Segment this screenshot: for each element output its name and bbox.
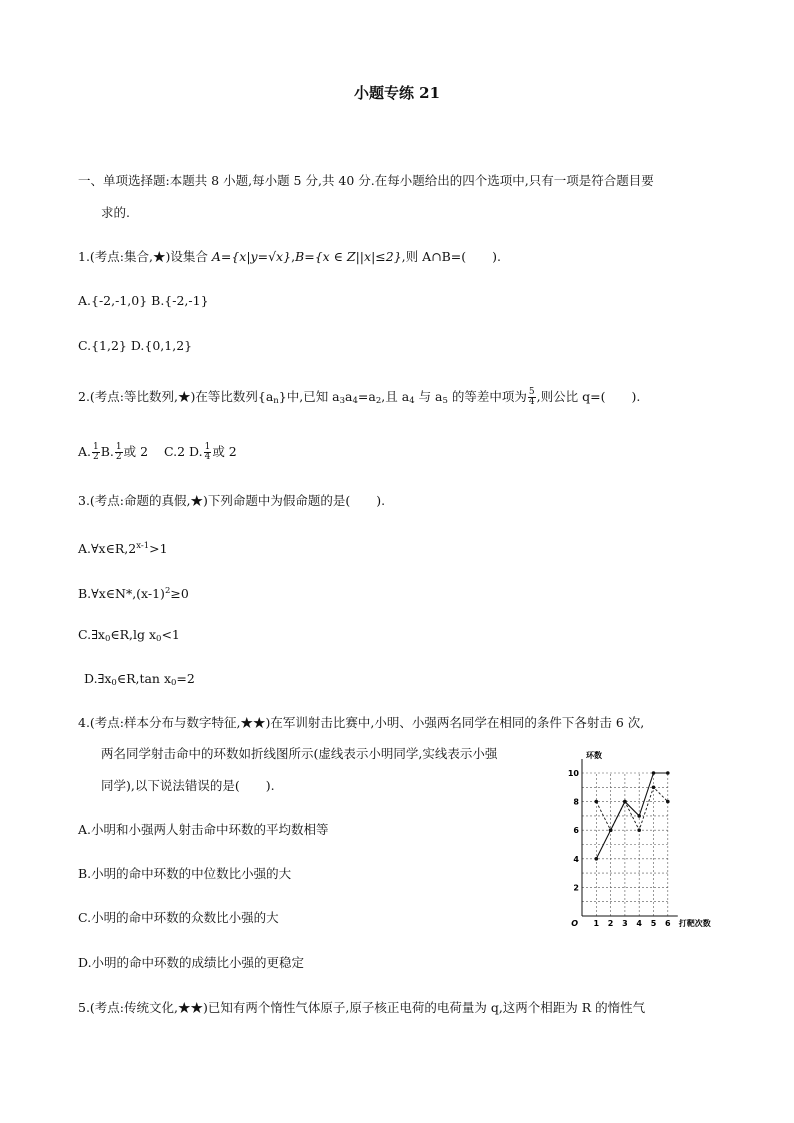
q2-option-a: A. (78, 444, 92, 459)
question-4-line3 (101, 778, 275, 794)
q2-stem-text: 与 a (414, 389, 443, 404)
q3-stem-text: 3.(考点:命题的真假,★)下列命题中为假命题的是( (78, 493, 351, 508)
question-3-option-b (78, 583, 189, 602)
data-point (666, 800, 670, 804)
q2-stem-text: ,则公比 q=( (536, 389, 606, 404)
section-heading-line2: 求的. (101, 205, 130, 220)
q3-option-d-text: ∈R,tan x (116, 671, 171, 686)
q2-subscript: 3 (339, 396, 346, 406)
q3-stem-end: ). (376, 493, 386, 508)
q1-stem-end: ). (492, 249, 502, 264)
q2-option-d-fraction: $\frac{1}{4}$ (204, 442, 211, 462)
question-4-line1: 4.(考点:样本分布与数字特征,★★)在军训射击比赛中,小明、小强两名同学在相同的条件下各射击 6 次, (78, 715, 645, 730)
q1-set-b: B={x ∈ Z||x|≤2} (295, 249, 402, 264)
data-point (609, 828, 613, 832)
q2-stem-text: 2.(考点:等比数列,★)在等比数列{a (78, 389, 274, 404)
q2-option-c: C.2 (164, 444, 186, 459)
x-tick-label: 3 (622, 919, 628, 927)
q1-set-a: A={x|y=√x} (211, 249, 292, 264)
q3-option-c-text: ∈R,lg x (110, 627, 157, 642)
question-5-line1: 5.(考点:传统文化,★★)已知有两个惰性气体原子,原子核正电荷的电荷量为 q,这两个相距为 R 的惰性气 (78, 1000, 646, 1015)
q3-option-a-exponent: x-1 (136, 541, 150, 551)
q2-option-b-tail: 或 2 (123, 444, 149, 459)
x-tick-label: 5 (650, 919, 657, 927)
data-point (595, 800, 599, 804)
q1-stem-text: ,则 A∩B=( (401, 249, 467, 264)
question-2-stem (78, 388, 640, 409)
q3-subscript: 0 (171, 678, 177, 688)
question-4-option-b: B.小明的命中环数的中位数比小强的大 (78, 866, 292, 881)
q2-stem-end: ). (631, 389, 641, 404)
question-1-options-ab: A.{-2,-1,0} B.{-2,-1} (78, 293, 209, 308)
y-tick-label: 4 (573, 854, 579, 864)
q2-stem-text: }中,已知 a (278, 389, 340, 404)
q3-option-b-tail: ≥0 (170, 586, 189, 601)
q1-stem-text: , (291, 249, 296, 264)
q2-subscript: 2 (375, 396, 382, 406)
question-4-option-c: C.小明的命中环数的众数比小强的大 (78, 910, 279, 925)
q3-option-c-end: <1 (161, 627, 180, 642)
y-tick-label: 2 (573, 883, 579, 893)
q2-option-d: D. (189, 444, 203, 459)
question-2-options (78, 443, 237, 462)
q3-subscript: 0 (156, 634, 162, 644)
q2-stem-text: =a (357, 389, 376, 404)
y-tick-label: 10 (567, 769, 579, 778)
q2-subscript: 5 (442, 396, 448, 406)
y-tick-label: 8 (573, 797, 579, 807)
q2-stem-text: ,且 a (381, 389, 410, 404)
q2-option-a-fraction: $\frac{1}{2}$ (93, 442, 99, 462)
data-point (595, 857, 599, 861)
data-point (666, 771, 670, 775)
x-tick-label: 1 (593, 919, 600, 927)
q3-option-a-text: A.∀x∈R,2 (78, 541, 137, 556)
question-3-stem (78, 493, 385, 509)
x-tick-label: 2 (607, 919, 614, 927)
q3-option-a-tail: >1 (149, 541, 168, 556)
x-axis-label: 打靶次数 (678, 919, 711, 927)
question-1-options-cd: C.{1,2} D.{0,1,2} (78, 338, 193, 353)
section-heading-line1: 一、单项选择题:本题共 8 小题,每小题 5 分,共 40 分.在每小题给出的四个选项中,只有一项是符合题目要 (78, 173, 654, 188)
q2-fraction: $\frac{5}{4}$ (528, 387, 535, 407)
q2-option-d-tail: 或 2 (212, 444, 237, 459)
question-4-option-a: A.小明和小强两人射击命中环数的平均数相等 (78, 822, 329, 837)
y-axis-label: 环数 (586, 751, 602, 760)
q3-subscript: 0 (104, 634, 111, 644)
q3-option-b-text: B.∀x∈N*,(x-1) (78, 586, 165, 601)
q2-option-b-fraction: $\frac{1}{2}$ (115, 442, 122, 462)
q3-option-c-text: C.∃x (78, 627, 105, 642)
q3-option-b-exponent: 2 (164, 586, 171, 596)
q3-subscript: 0 (111, 678, 117, 688)
question-3-option-a (78, 538, 168, 557)
q2-subscript: 4 (352, 396, 358, 406)
data-point (623, 800, 627, 804)
data-point (637, 828, 641, 832)
q2-stem-text: a (345, 389, 353, 404)
q2-subscript: n (273, 396, 279, 406)
question-4-option-d: D.小明的命中环数的成绩比小强的更稳定 (78, 955, 305, 970)
x-tick-label: 6 (665, 919, 671, 927)
question-3-option-d (84, 671, 195, 691)
data-point (652, 771, 656, 775)
q4-stem-end: ). (265, 778, 275, 793)
question-4-line2: 两名同学射击命中的环数如折线图所示(虚线表示小明同学,实线表示小强 (101, 746, 498, 761)
y-tick-label: 6 (573, 826, 579, 836)
q2-option-b: B. (100, 444, 114, 459)
page-title: 小题专练 21 (353, 84, 441, 102)
question-1-stem (78, 249, 501, 265)
q2-stem-text: 的等差中项为 (447, 389, 527, 404)
q3-option-d-end: =2 (176, 671, 195, 686)
q4-stem-text: 同学),以下说法错误的是( (101, 778, 240, 793)
data-point (637, 814, 641, 818)
data-point (652, 786, 656, 790)
x-tick-label: 4 (636, 919, 642, 927)
q3-option-d-text: D.∃x (84, 671, 112, 686)
question-3-option-c (78, 627, 180, 647)
q2-subscript: 4 (409, 396, 415, 406)
origin-label: O (571, 919, 578, 927)
shooting-score-line-chart (562, 742, 722, 927)
q1-stem-text: 1.(考点:集合,★)设集合 (78, 249, 212, 264)
